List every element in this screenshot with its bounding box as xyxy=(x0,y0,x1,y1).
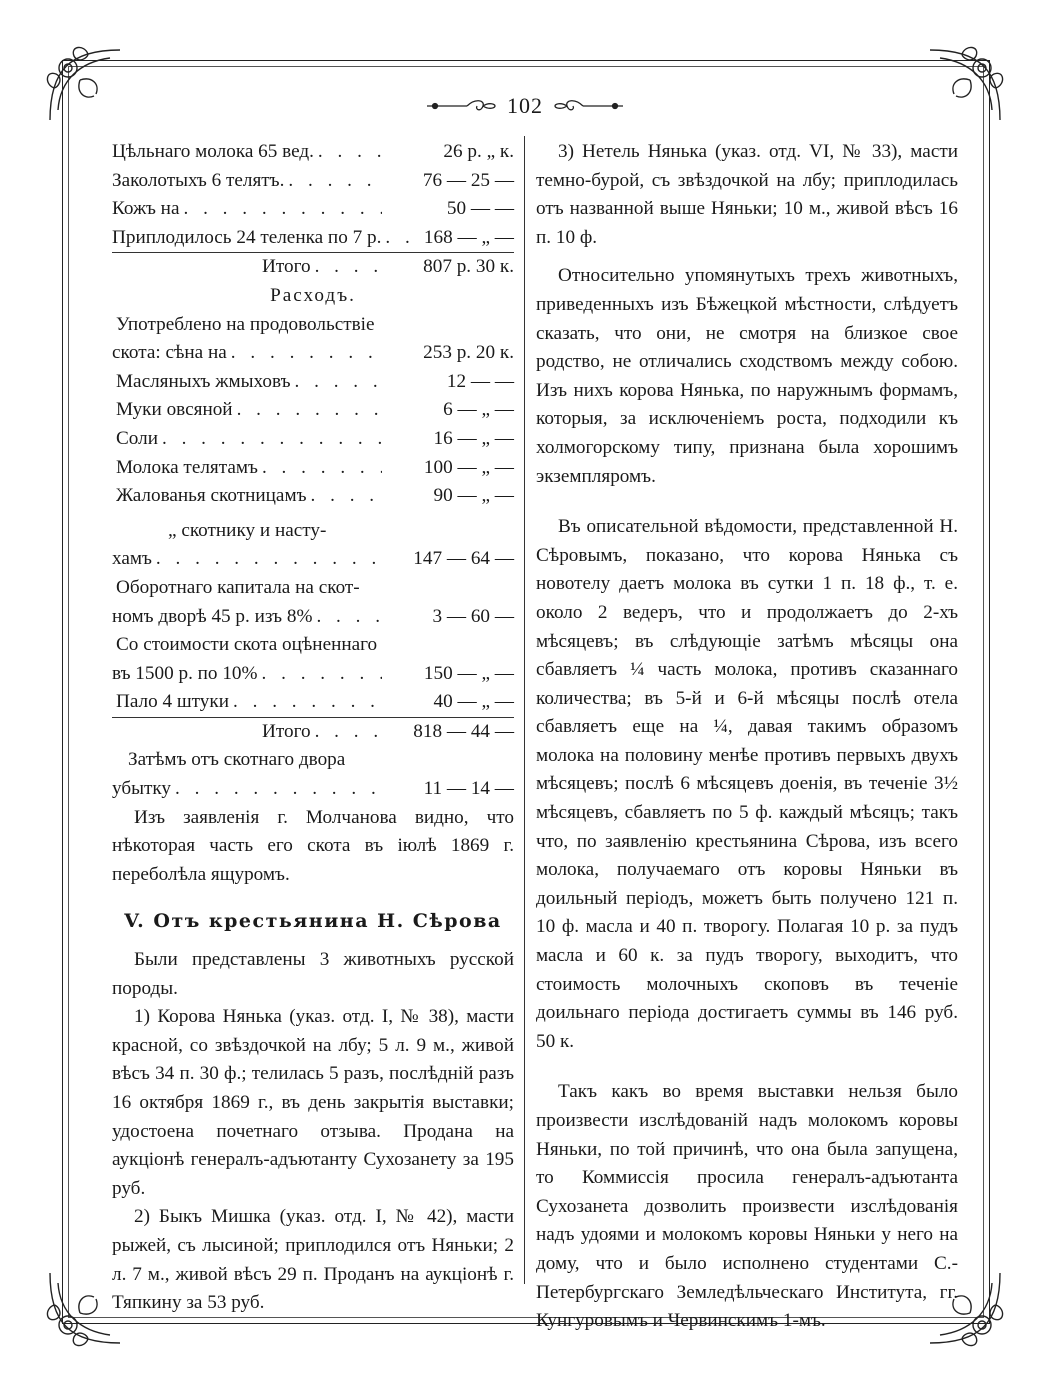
leader-dots xyxy=(385,224,414,253)
left-column xyxy=(112,138,514,1318)
leader-dots xyxy=(315,718,382,747)
relatives-paragraph: Относительно упомянутыхъ трехъ животныхъ, приведенныхъ изъ Бѣжецкой мѣстности, слѣдуетъ сказать, что они, не смотря на близкое свое родство, не отличались сходствомъ между собою. Изъ нихъ корова Нянька, по наружнымъ формамъ, которыя, за исключеніемъ роста, подходили къ холмогорскому типу, признана была хорошимъ экземпляромъ. xyxy=(536,265,958,487)
income-total-row xyxy=(112,252,514,282)
row-label: Цѣльнаго молока 65 вед. xyxy=(112,141,314,162)
capital-row xyxy=(112,603,514,632)
expense-row xyxy=(112,425,514,454)
leader-dots xyxy=(311,482,382,511)
row-label: Молока телятамъ xyxy=(116,456,258,478)
page-number: 102 xyxy=(507,93,543,118)
total-label: Итого xyxy=(262,720,311,742)
leader-dots xyxy=(233,688,382,717)
herdsmen-row xyxy=(112,545,514,574)
row-amount: 40 — „ — xyxy=(433,691,514,713)
row-label: Жалованья скотницамъ xyxy=(116,485,307,507)
row-label: Заколотыхъ 6 телятъ. xyxy=(112,169,285,191)
expense-total-row xyxy=(112,717,514,747)
row-amount: 147 — 64 — xyxy=(413,548,514,570)
leader-dots xyxy=(318,138,382,167)
leader-dots xyxy=(288,167,382,196)
row-label: Муки овсяной xyxy=(116,399,233,421)
income-row xyxy=(112,167,514,196)
row-amount: 6 — „ — xyxy=(443,399,514,421)
item-cow-paragraph: 1) Корова Нянька (указ. отд. I, № 38), масти красной, со звѣздочкой на лбу; 5 л. 9 м., живой вѣсъ 34 п. 30 ф.; телилась 5 разъ, послѣдній разъ 16 октября 1869 г., въ день закрытія выставки; удостоена почетнаго отзыва. Продана на аукціонѣ генералъ-адъютанту Сухозанету за 195 руб. xyxy=(112,1006,514,1199)
expense-heading: Расходъ. xyxy=(270,284,356,306)
income-row xyxy=(112,195,514,224)
leader-dots xyxy=(162,425,382,454)
row-amount: 12 — — xyxy=(446,370,514,392)
expense-row xyxy=(112,482,514,511)
herdsmen-line: „ скотнику и насту- xyxy=(168,519,327,541)
row-label: Приплодилось 24 теленка по 7 р. xyxy=(112,226,382,248)
row-label: Соли xyxy=(116,427,158,449)
section-heading: V. Отъ крестьянина Н. Сѣрова xyxy=(124,910,502,933)
item-heifer-paragraph: 3) Нетель Нянька (указ. отд. VI, № 33), масти темно-бурой, съ звѣздочкой на лбу; приплодилась отъ названной выше Няньки; 10 м., живой вѣсъ 16 п. 10 ф. xyxy=(536,141,958,248)
row-amount: 26 р. „ к. xyxy=(443,141,514,162)
right-column xyxy=(536,138,958,1336)
item-bull-paragraph: 2) Быкъ Мишка (указ. отд. I, № 42), масти рыжей, съ лысиной; приплодился отъ Няньки; 2 л. 7 м., живой вѣсъ 29 п. Проданъ на аукціонѣ г. Тяпкину за 53 руб. xyxy=(112,1206,514,1314)
exhibition-paragraph: Такъ какъ во время выставки нельзя было произвести изслѣдованій надъ молокомъ коровы Няньки, по той причинѣ, что она была запущена, то Коммиссія просила генералъ-адъютанта Сухозанета дозволить произвести изслѣдованія надъ удоями и молокомъ коровы Няньки у него на дому, что и было исполнено студентами С.-Петербургскаго Земледѣльческаго Института, гг. Кунгуровымъ и Червинскимъ 1-мъ. xyxy=(536,1081,958,1332)
income-row xyxy=(112,138,514,167)
leader-dots xyxy=(315,253,382,282)
row-amount: 168 — „ — xyxy=(423,226,514,248)
valuation-row xyxy=(112,660,514,689)
leader-dots xyxy=(295,368,383,397)
row-label: Пало 4 штуки xyxy=(116,691,229,713)
leader-dots xyxy=(262,454,382,483)
row-amount: 76 — 25 — xyxy=(422,169,514,191)
died-row xyxy=(112,688,514,717)
molchanov-paragraph: Изъ заявленія г. Молчанова видно, что нѣкоторая часть его скота въ іюлѣ 1869 г. переболѣла ящуромъ. xyxy=(112,806,514,885)
expense-row xyxy=(112,396,514,425)
loss-line: Затѣмъ отъ скотнаго двора xyxy=(128,749,346,771)
expense-row xyxy=(112,368,514,397)
row-amount: 253 р. 20 к. xyxy=(423,342,514,364)
row-label: Кожъ на xyxy=(112,198,180,220)
row-label: скота: сѣна на xyxy=(112,342,227,364)
statement-paragraph: Въ описательной вѣдомости, представленной Н. Сѣровымъ, показано, что корова Нянька съ новотелу даетъ молока въ сутки 1 п. 18 ф., т. е. около 2 ведеръ, что и продолжаетъ до 2-хъ мѣсяцевъ; въ слѣдующіе затѣмъ мѣсяцы она сбавляетъ ¼ часть молока, противъ сказаннаго количества; въ 5-й и 6-й мѣсяцы послѣ отела сбавляетъ еще на ¼, давая такимъ образомъ молока на половину менѣе противъ первыхъ двухъ мѣсяцевъ; послѣ 6 мѣсяцевъ доенія, въ теченіе 3½ мѣсяцевъ, сбавляетъ по 5 ф. каждый мѣсяцъ; такъ что, по заявленію крестьянина Сѣрова, изъ всего молока, получаемаго отъ коровы Няньки въ доильный періодъ, можетъ быть получено 121 п. 10 ф. масла и 40 п. творогу. Полагая 10 р. за пудъ масла и 60 к. за пудъ творогу, выходитъ, что стоимость молочныхъ скоповъ въ теченіе доильнаго періода достигаетъ суммы въ 146 руб. 50 к. xyxy=(536,516,958,1052)
income-row xyxy=(112,224,514,253)
row-amount: 150 — „ — xyxy=(423,662,514,684)
total-amount: 818 — 44 — xyxy=(413,720,514,742)
expense-row xyxy=(112,454,514,483)
expense-intro: Употреблено на продовольствіе xyxy=(116,313,375,335)
income-list xyxy=(112,138,514,252)
total-label: Итого xyxy=(262,256,311,278)
row-label: Масляныхъ жмыховъ xyxy=(116,370,291,392)
leader-dots xyxy=(156,545,382,574)
row-amount: 16 — „ — xyxy=(433,427,514,449)
loss-row xyxy=(112,775,514,804)
page-header xyxy=(0,88,1050,124)
total-amount: 807 р. 30 к. xyxy=(423,256,514,278)
leader-dots xyxy=(175,775,382,804)
valuation-line: Со стоимости скота оцѣненнаго xyxy=(116,634,378,656)
row-label: въ 1500 р. по 10% xyxy=(112,662,258,684)
row-label: убытку xyxy=(112,778,172,800)
leader-dots xyxy=(183,195,382,224)
row-label: номъ дворѣ 45 р. изъ 8% xyxy=(112,605,313,627)
leader-dots xyxy=(237,396,382,425)
intro-paragraph: Были представлены 3 животныхъ русской породы. xyxy=(112,949,514,999)
row-amount: 90 — „ — xyxy=(433,485,514,507)
row-amount: 11 — 14 — xyxy=(423,778,514,800)
leader-dots xyxy=(262,660,383,689)
row-amount: 3 — 60 — xyxy=(432,605,514,627)
expense-row xyxy=(112,339,514,368)
header-ornament-left-icon xyxy=(427,98,497,114)
column-divider xyxy=(524,136,525,1284)
capital-line: Оборотнаго капитала на скот- xyxy=(116,576,360,598)
expense-list xyxy=(112,339,514,511)
row-amount: 50 — — xyxy=(446,198,514,220)
row-label: хамъ xyxy=(112,548,152,570)
row-amount: 100 — „ — xyxy=(423,456,514,478)
leader-dots xyxy=(231,339,382,368)
header-ornament-right-icon xyxy=(553,98,623,114)
leader-dots xyxy=(316,603,382,632)
